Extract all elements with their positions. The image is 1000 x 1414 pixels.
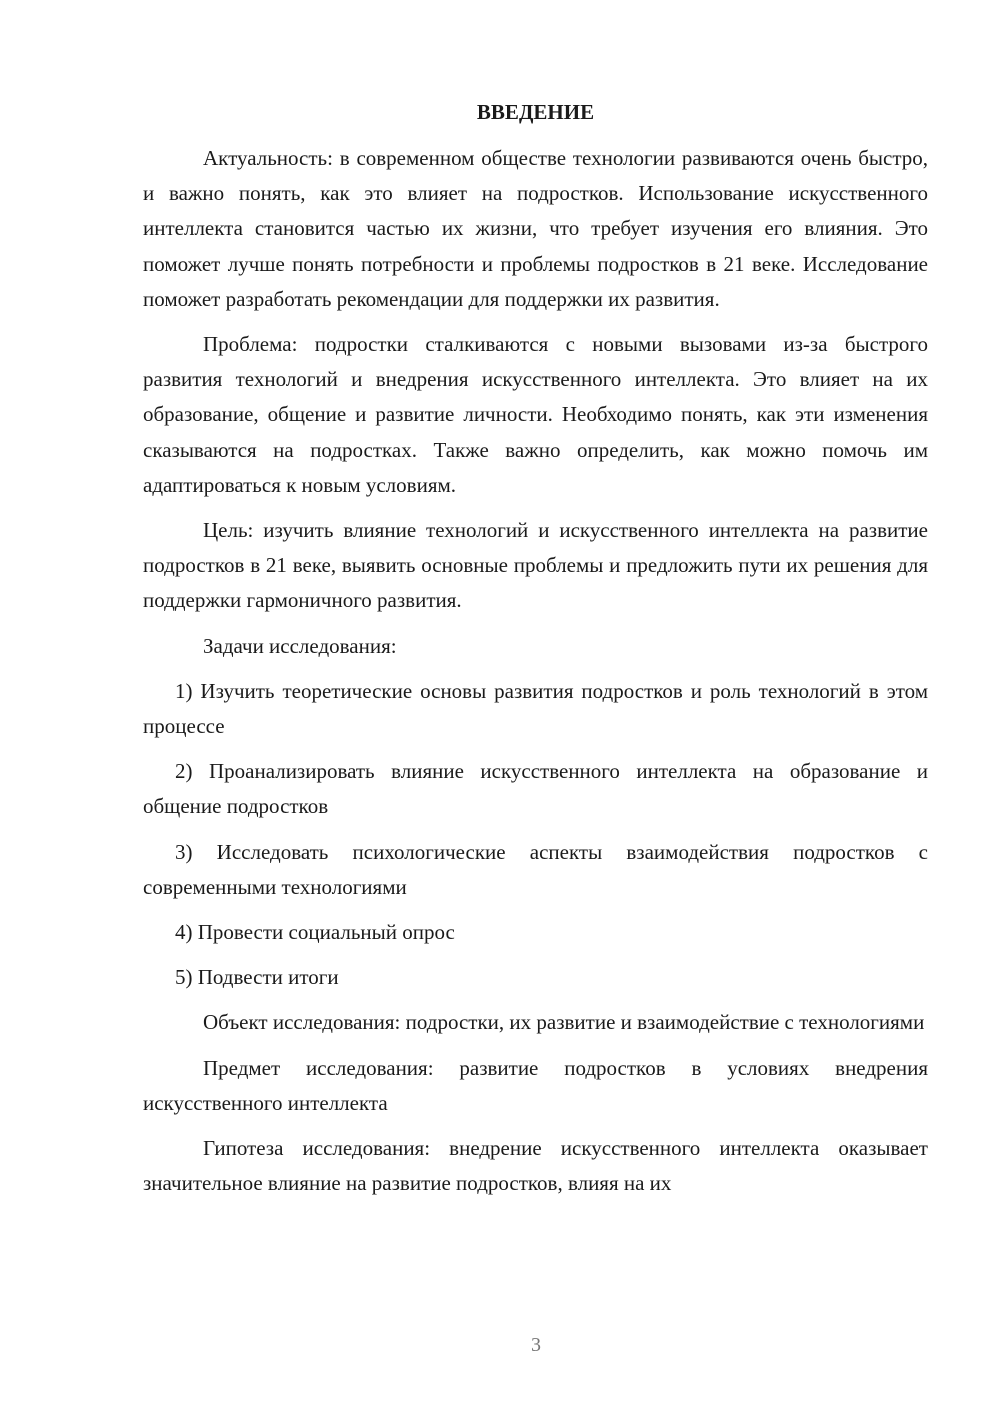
task-item: 1) Изучить теоретические основы развития подростков и роль технологий в этом процессе	[143, 678, 928, 739]
task-item: 4) Провести социальный опрос	[175, 920, 455, 945]
task-item: 5) Подвести итоги	[175, 965, 339, 990]
object-paragraph: Объект исследования: подростки, их развитие и взаимодействие с технологиями	[203, 1010, 925, 1035]
hypothesis-paragraph: Гипотеза исследования: внедрение искусственного интеллекта оказывает значительное влияние на развитие подростков, влияя на их	[143, 1136, 928, 1196]
relevance-paragraph: Актуальность: в современном обществе технологии развиваются очень быстро, и важно понять, как это влияет на подростков. Использование искусственного интеллекта становится частью их жизни, что требует изучения его влияния. Это поможет лучше понять потребности и проблемы подростков в 21 веке. Исследование поможет разработать рекомендации для поддержки их развития.	[143, 146, 928, 311]
goal-paragraph: Цель: изучить влияние технологий и искусственного интеллекта на развитие подростков в 21 веке, выявить основные проблемы и предложить пути их решения для поддержки гармоничного развития.	[143, 518, 928, 613]
problem-paragraph: Проблема: подростки сталкиваются с новыми вызовами из-за быстрого развития технологий и внедрения искусственного интеллекта. Это влияет на их образование, общение и развитие личности. Необходимо понять, как эти изменения сказываются на подростках. Также важно определить, как можно помочь им адаптироваться к новым условиям.	[143, 332, 928, 497]
page-title: ВВЕДЕНИЕ	[476, 100, 595, 124]
subject-paragraph: Предмет исследования: развитие подростков в условиях внедрения искусственного интеллекта	[143, 1055, 928, 1115]
tasks-heading: Задачи исследования:	[203, 633, 397, 658]
page-number: 3	[531, 1334, 541, 1356]
tasks-list	[143, 674, 928, 996]
task-item: 2) Проанализировать влияние искусственного интеллекта на образование и общение подростков	[143, 759, 928, 819]
document-body	[143, 96, 928, 1207]
task-item: 3) Исследовать психологические аспекты взаимодействия подростков с современными технологиями	[143, 839, 928, 899]
